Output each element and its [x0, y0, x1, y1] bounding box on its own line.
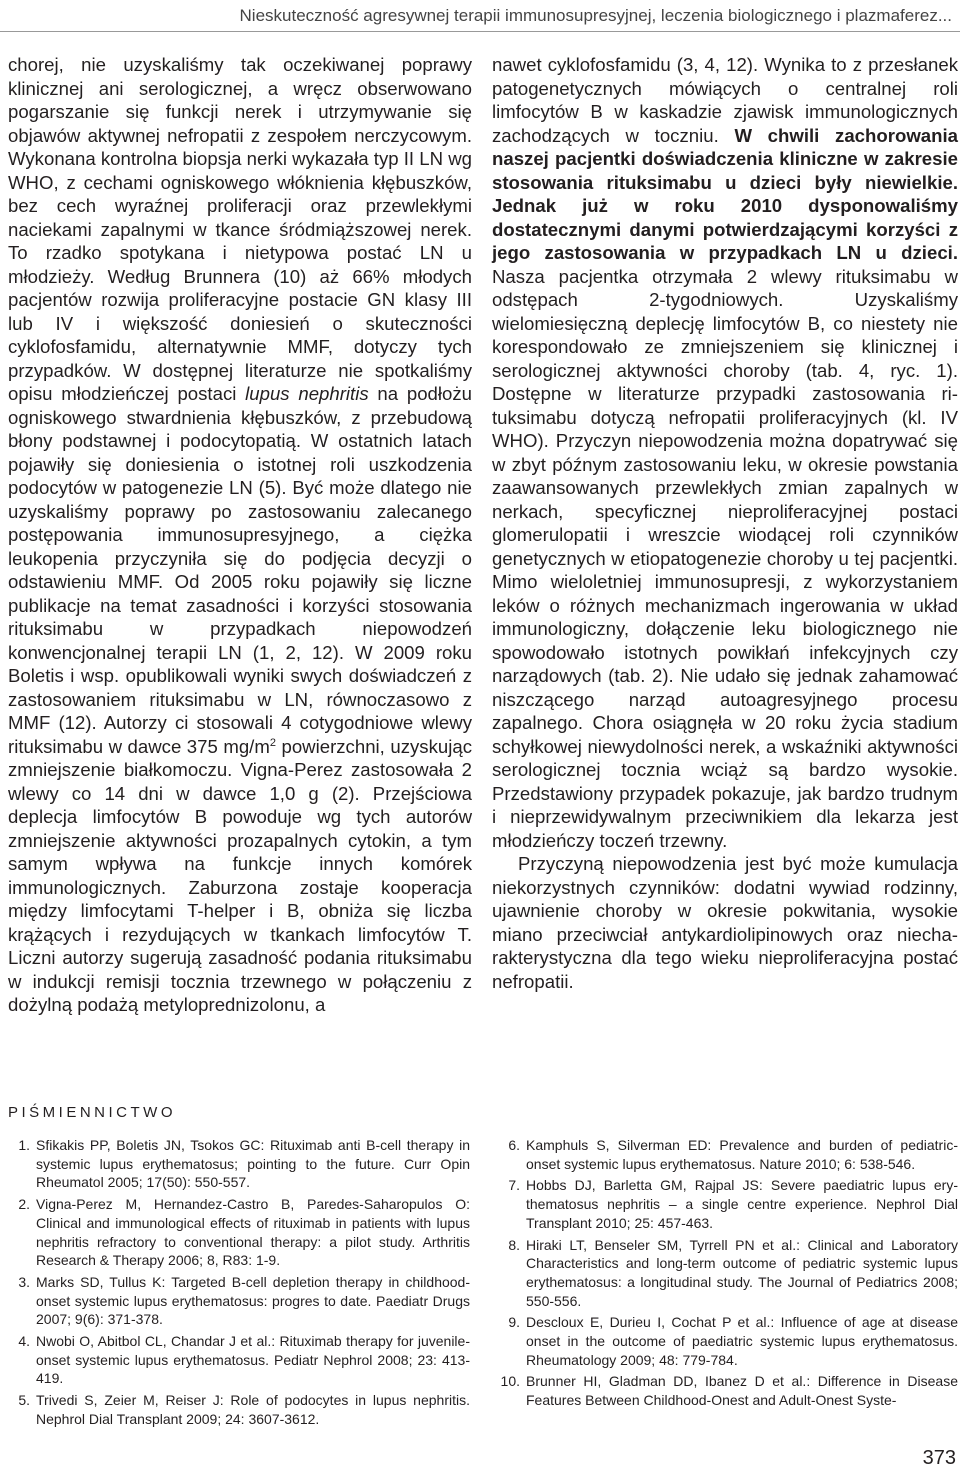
references-list-left	[10, 1136, 470, 1432]
left-text-column	[8, 53, 472, 1017]
running-title: Nieskuteczność agresywnej terapii immunosupresyjnej, leczenia biologicznego i plazmaferez...	[239, 6, 952, 25]
references-list-right	[500, 1136, 958, 1413]
references-heading: PIŚMIENNICTWO	[8, 1104, 176, 1121]
reference-text: Trivedi S, Zeier M, Reiser J: Role of podocytes in lupus nephritis. Nephrol Dial Transplant 2009; 24: 3607-3612.	[36, 1392, 470, 1427]
left-text-italic: lupus nephritis	[245, 383, 369, 404]
reference-number: 6.	[508, 1137, 520, 1153]
reference-text: Nwobi O, Abitbol CL, Chandar J et al.: Rituximab therapy for juvenile-onset systemic lupus erythematosus. Pediatr Nephrol 2008; 23: 413-419.	[36, 1333, 470, 1387]
right-text-column	[492, 53, 958, 993]
reference-number: 1.	[18, 1137, 30, 1153]
reference-item	[500, 1136, 958, 1173]
reference-text: Descloux E, Durieu I, Cochat P et al.: Influence of age at disease onset in the outcome of paediatric systemic lupus erythematosus. Rheumatology 2009; 48: 779-784.	[526, 1314, 958, 1368]
reference-number: 7.	[508, 1177, 520, 1194]
reference-item	[10, 1391, 470, 1428]
reference-item	[10, 1136, 470, 1192]
reference-number: 9.	[508, 1314, 520, 1331]
reference-text: Hiraki LT, Benseler SM, Tyrrell PN et al.: Clinical and Laboratory Characteristics and long-term outcome of pediatric systemic lupus erythematosus: a longitudinal study. The Journal of Pediatrics 2008; 550-556.	[526, 1236, 958, 1309]
reference-text: Kamphuls S, Silverman ED: Prevalence and burden of pediatric-onset systemic lupus erythematosus. Nature 2010; 6: 538-546.	[526, 1137, 958, 1172]
reference-text: Vigna-Perez M, Hernandez-Castro B, Paredes-Saharopulos O: Clinical and immunological effects of rituximab in patients with lupus nephritis refractory to conventional therapy: a pilot study. Arthritis Research & Therapy 2006; 8, R83: 1-9.	[36, 1196, 470, 1269]
left-text-c: powierzchni, uzyskując zmniejszenie białkomoczu. Vigna-Perez zastosowała 2 wlewy co 14 dni w dawce 1,0 g (2). Przejściowa deplecja limfocytów B powoduje wg tych autorów zmniejszenie aktywności prozapalnych cytokin, a tym samym wpływa na funkcje innych komórek immunologicznych. Zaburzona zostaje kooperacja między limfocytami T-helper i B, obniża się liczba krążących i rezydujących w tkankach limfocytów T. Liczni autorzy sugerują zasadność podania rituksimabu w indukcji remisji tocznia trzewnego w połączeniu z dożylną podażą metyloprednizolonu, a	[8, 735, 472, 1015]
right-paragraph-2: Przyczyną niepowodzenia jest być może kumulacja niekorzystnych czynników: dodatni wywiad rodzinny, ujawnienie choroby w okresie pokwitania, wysokie miano przeciwciał antykardiolipinowych oraz niecharakterystyczna dla tego wieku nieproliferacyjna postać nefropatii.	[492, 853, 958, 992]
reference-number: 5.	[18, 1392, 30, 1409]
reference-text: Sfikakis PP, Boletis JN, Tsokos GC: Rituximab anti B-cell therapy in systemic lupus erythematosus; pointing to the future. Curr Opin Rheumatol 2005; 17(50): 550-557.	[36, 1137, 470, 1191]
header-divider	[0, 31, 960, 32]
reference-item	[500, 1236, 958, 1311]
left-text-a: chorej, nie uzyskaliśmy tak oczekiwanej poprawy klinicznej ani serologicznej, a wręcz obserwowano pogarszanie się funkcji nerek i utrzymywanie się objawów aktywnej nefropatii z zespołem nerczycowym. Wykonana kontrolna biopsja nerki wykazała typ II LN wg WHO, z cechami ogniskowego włóknienia kłębuszków, bez cech wyraźnej proliferacji oraz przewlekłymi naciekami zapalnymi w tkance śródmiąższowej nerek. To rzadko spotykana i nietypowa postać LN u młodzieży. Według Brunnera (10) aż 66% młodych pacjentów rozwija proliferacyjne postacie GN klasy III lub IV i większość doniesień o skuteczności cyklofosfamidu, alternatywnie MMF, dotyczy tych przypadków. W dostępnej literaturze nie spotkaliśmy opisu młodzieńczej postaci	[8, 54, 472, 404]
reference-number: 2.	[18, 1196, 30, 1213]
right-paragraph-1	[492, 53, 958, 852]
reference-number: 3.	[18, 1273, 30, 1290]
reference-item	[500, 1372, 958, 1409]
running-header	[0, 0, 960, 34]
reference-text: Brunner HI, Gladman DD, Ibanez D et al.: Difference in Disease Features Between Childhood-Onest and Adult-Onest Syste-	[526, 1373, 958, 1409]
reference-text: Hobbs DJ, Barletta GM, Rajpal JS: Severe paediatric lupus erythematosus nephritis – a single centre experience. Nephrol Dial Transplant 2010; 25: 457-463.	[526, 1177, 958, 1231]
reference-item	[10, 1195, 470, 1270]
left-paragraph	[8, 53, 472, 1017]
reference-text: Marks SD, Tullus K: Targeted B-cell depletion therapy in childhood-onset systemic lupus erythematosus: progres to date. Paediatr Drugs 2007; 9(6): 371-378.	[36, 1273, 470, 1328]
reference-item	[500, 1176, 958, 1232]
right-text-a: nawet cyklofosfamidu (3, 4, 12). Wynika to z przesłanek patogenetycznych mówiących o centralnej roli limfocytów B w kaskadzie zjawisk immunologicznych zachodzących w toczniu.	[492, 54, 958, 146]
left-text-b: na podłożu ogniskowego stwardnienia kłębuszków, z przebudową błony podstawnej i podocytopatią. W ostatnich latach pojawiły się doniesienia o istotnej roli uszkodzenia podocytów w patogenezie LN (5). Być może dlatego nie uzyskaliśmy poprawy po zastosowaniu zalecanego postępowania immunosupresyjnego, a ciężka leukopenia przyczyniła się do podjęcia decyzji o odstawieniu MMF. Od 2005 roku pojawiły się liczne publikacje na temat zasadności i korzyści stosowania rituksimabu w przypadkach niepowodzeń konwencjonalnej terapii LN (1, 2, 12). W 2009 roku Boletis i wsp. opublikowali wyniki swych doświadczeń z zastosowaniem rituksimabu w LN, równoczasowo z MMF (12). Autorzy ci stosowali 4 cotygodniowe wlewy rituksimabu w dawce 375 mg/m	[8, 383, 472, 757]
reference-item	[10, 1332, 470, 1388]
reference-item	[10, 1273, 470, 1329]
reference-number: 8.	[508, 1236, 520, 1253]
left-text-superscript: 2	[269, 736, 276, 749]
reference-item	[500, 1313, 958, 1369]
right-text-bold: W chwili zachorowania naszej pacjentki doświadczenia kliniczne w zakresie stosowania rituksimabu u dzieci były niewielkie. Jednak już w roku 2010 dysponowaliśmy dostatecznymi danymi potwierdzającymi korzyści z jego zastosowania w przypadkach LN u dzieci.	[492, 124, 958, 263]
reference-number: 10.	[500, 1373, 520, 1390]
page-number: 373	[922, 1447, 956, 1469]
reference-number: 4.	[18, 1333, 30, 1350]
right-text-b: Nasza pacjentka otrzymała 2 wlewy rituksimabu w odstępach 2-tygodniowych. Uzyskaliśmy wielomiesięczną deplecję limfocytów B, co niestety nie korespondowało ze zmniejszeniem się klinicznej i serologicznej aktywności choroby (tab. 4, ryc. 1). Dostępne w literaturze przypadki zastosowania rituksimabu dotyczą nefropatii proliferacyjnych (kl. IV WHO). Przyczyn niepowodzenia można dopatrywać się w zbyt późnym zastosowaniu leku, w okresie powstania zaawansowanych przewlekłych zmian zapalnych w nerkach, specyficznej nieproliferacyjnej postaci glomerulopatii i wreszcie wiodącej roli czynników genetycznych w etiopatogenezie choroby u tej pacjentki. Mimo wieloletniej immunosupresji, z wykorzystaniem leków o różnych mechanizmach ingerowania w układ immunologiczny, dołączenie leku biologicznego nie spowodowało istotnych powikłań infekcyjnych czy narządowych (tab. 2). Nie udało się jednak zahamować niszczącego narząd autoagresyjnego procesu zapalnego. Chora osiągnęła w 20 roku życia stadium schyłkowej niewydolności nerek, a wskaźniki aktywności serologicznej tocznia wciąż są bardzo wysokie. Przedstawiony przypadek pokazuje, jak bardzo trudnym i nieprzewidywalnym przeciwnikiem dla lekarza jest młodzieńczy toczeń trzewny.	[492, 265, 958, 851]
